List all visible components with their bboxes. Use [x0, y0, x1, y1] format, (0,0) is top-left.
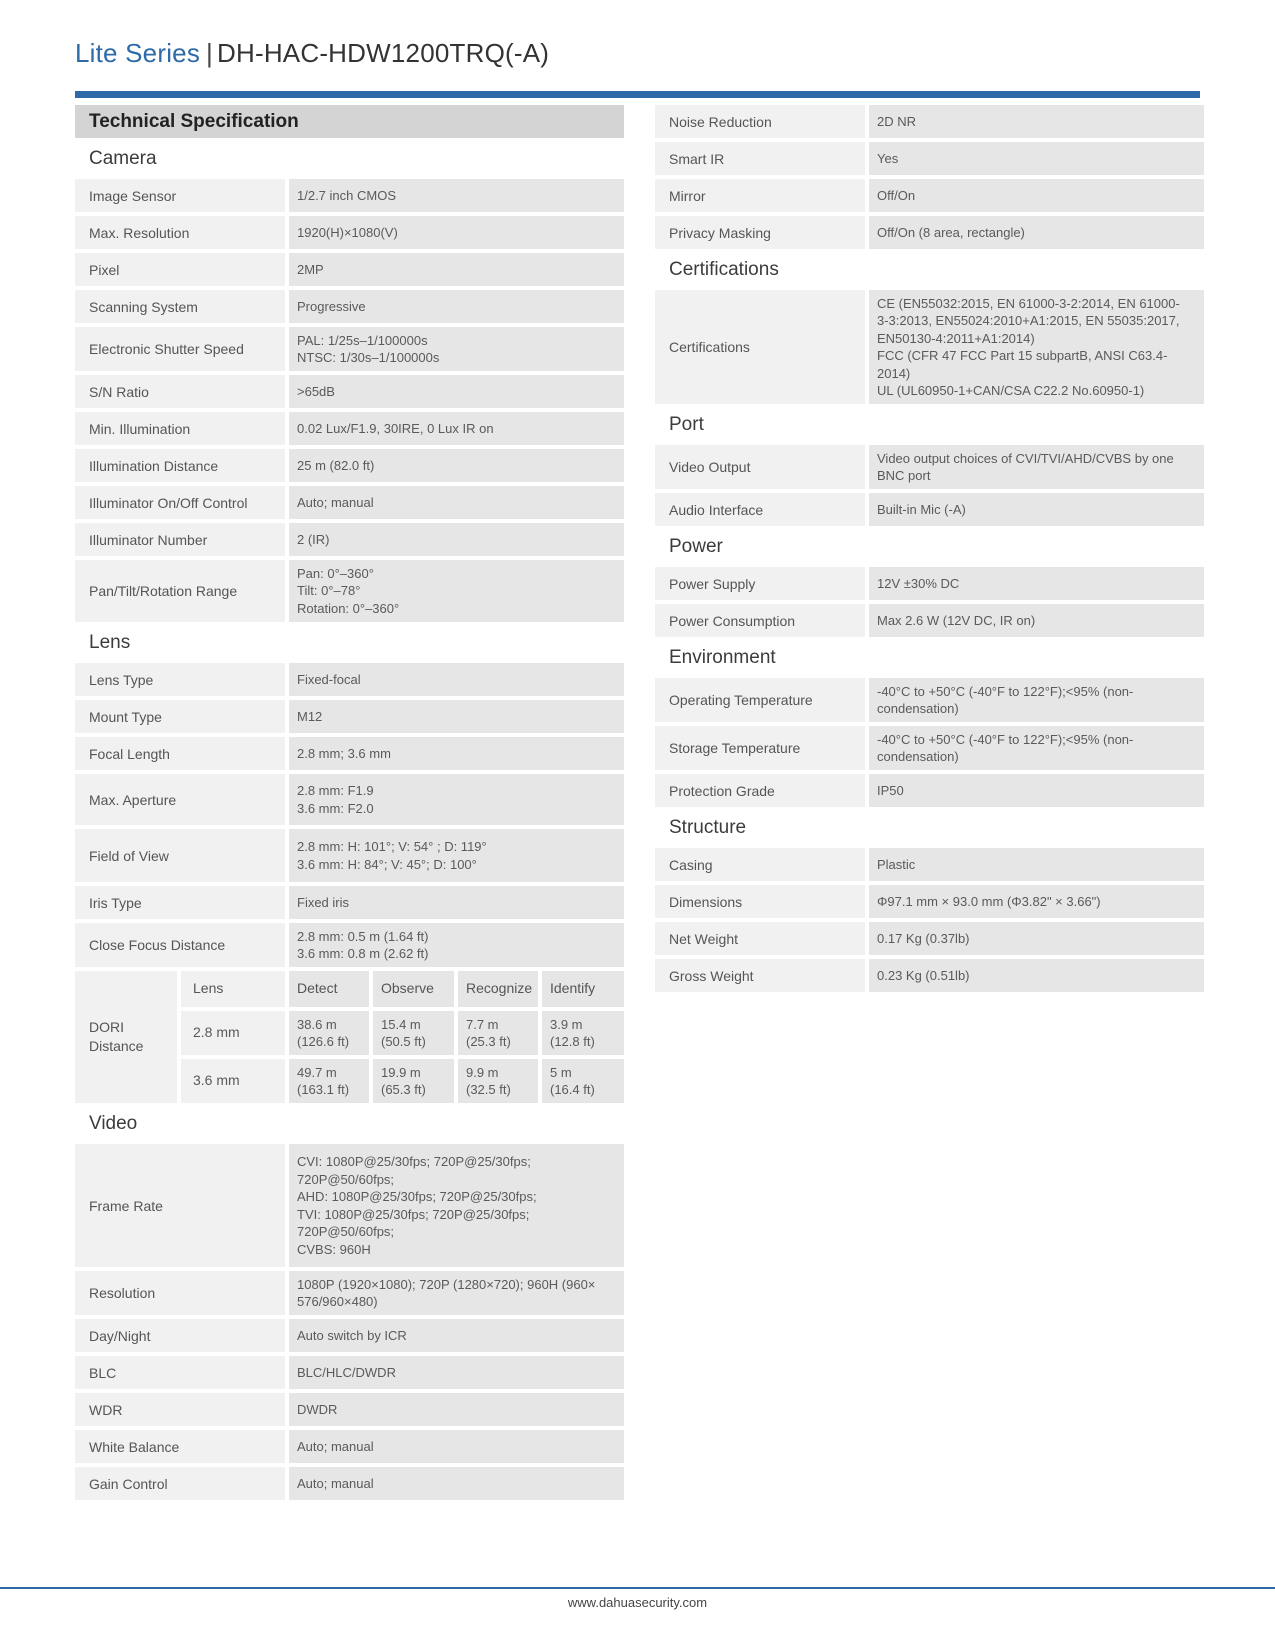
- spec-label: Scanning System: [75, 290, 285, 323]
- spec-row: [75, 1467, 624, 1500]
- spec-row: [75, 327, 624, 371]
- spec-value: 0.02 Lux/F1.9, 30IRE, 0 Lux IR on: [289, 412, 624, 445]
- spec-value: PAL: 1/25s–1/100000s NTSC: 1/30s–1/100000s: [289, 327, 624, 371]
- spec-value: 25 m (82.0 ft): [289, 449, 624, 482]
- dori-identify-3-6: 5 m (16.4 ft): [542, 1059, 624, 1103]
- spec-value: 2.8 mm: H: 101°; V: 54° ; D: 119° 3.6 mm: H: 84°; V: 45°; D: 100°: [289, 829, 624, 882]
- spec-row: [75, 375, 624, 408]
- certification-rows: [655, 290, 1204, 404]
- dori-detect-2-8: 38.6 m (126.6 ft): [289, 1011, 369, 1055]
- left-column: [75, 105, 624, 1504]
- spec-row: [75, 829, 624, 882]
- spec-row: [75, 886, 624, 919]
- spec-row: [75, 1356, 624, 1389]
- spec-label: Protection Grade: [655, 774, 865, 807]
- spec-row: [75, 700, 624, 733]
- spec-row: [75, 737, 624, 770]
- dori-grid: [181, 971, 624, 1103]
- spec-label: Power Consumption: [655, 604, 865, 637]
- spec-value: BLC/HLC/DWDR: [289, 1356, 624, 1389]
- camera-rows: [75, 179, 624, 622]
- spec-label: Gain Control: [75, 1467, 285, 1500]
- spec-row: [655, 493, 1204, 526]
- spec-row: [655, 142, 1204, 175]
- spec-value: Off/On: [869, 179, 1204, 212]
- spec-value: 1920(H)×1080(V): [289, 216, 624, 249]
- header-divider: [75, 91, 1200, 98]
- environment-rows: [655, 678, 1204, 807]
- spec-label: Electronic Shutter Speed: [75, 327, 285, 371]
- spec-row: [75, 523, 624, 556]
- title-separator: |: [206, 38, 214, 68]
- spec-label: Frame Rate: [75, 1144, 285, 1267]
- spec-label: Illumination Distance: [75, 449, 285, 482]
- spec-label: Noise Reduction: [655, 105, 865, 138]
- section-structure: Structure: [669, 816, 747, 838]
- spec-row: [75, 663, 624, 696]
- dori-header-observe: Observe: [373, 971, 454, 1007]
- spec-row: [655, 848, 1204, 881]
- spec-label: WDR: [75, 1393, 285, 1426]
- spec-label: Certifications: [655, 290, 865, 404]
- spec-label: Min. Illumination: [75, 412, 285, 445]
- port-rows: [655, 445, 1204, 526]
- spec-label: Iris Type: [75, 886, 285, 919]
- spec-label: Illuminator Number: [75, 523, 285, 556]
- spec-row: [75, 560, 624, 622]
- spec-row: [75, 253, 624, 286]
- spec-label: Max. Resolution: [75, 216, 285, 249]
- section-certifications: Certifications: [669, 258, 779, 280]
- series-name: Lite Series: [75, 38, 201, 68]
- spec-value: Max 2.6 W (12V DC, IR on): [869, 604, 1204, 637]
- spec-label: Max. Aperture: [75, 774, 285, 825]
- spec-label: Mirror: [655, 179, 865, 212]
- spec-label: Gross Weight: [655, 959, 865, 992]
- spec-value: Auto switch by ICR: [289, 1319, 624, 1352]
- spec-value: 2 (IR): [289, 523, 624, 556]
- dori-header-detect: Detect: [289, 971, 369, 1007]
- spec-label: Video Output: [655, 445, 865, 489]
- spec-value: CE (EN55032:2015, EN 61000-3-2:2014, EN 61000- 3-3:2013, EN55024:2010+A1:2015, EN 55035:2017, EN50130-4:2011+A1:2014) FCC (CFR 47 FCC Part 15 subpartB, ANSI C63.4-2014) UL (UL60950-1+CAN/CSA C22.2 No.60950-1): [869, 290, 1204, 404]
- spec-label: Power Supply: [655, 567, 865, 600]
- spec-value: Φ97.1 mm × 93.0 mm (Φ3.82" × 3.66"): [869, 885, 1204, 918]
- spec-value: -40°C to +50°C (-40°F to 122°F);<95% (non- condensation): [869, 726, 1204, 770]
- spec-value: Auto; manual: [289, 1467, 624, 1500]
- section-port: Port: [669, 413, 704, 435]
- dori-table: [75, 971, 624, 1103]
- spec-value: IP50: [869, 774, 1204, 807]
- dori-label: DORI Distance: [75, 971, 177, 1103]
- spec-value: 0.23 Kg (0.51lb): [869, 959, 1204, 992]
- spec-label: Close Focus Distance: [75, 923, 285, 967]
- spec-value: Off/On (8 area, rectangle): [869, 216, 1204, 249]
- spec-value: 2D NR: [869, 105, 1204, 138]
- dori-recognize-2-8: 7.7 m (25.3 ft): [458, 1011, 538, 1055]
- lens-rows: [75, 663, 624, 967]
- footer-url: www.dahuasecurity.com: [567, 1595, 708, 1610]
- section-environment: Environment: [669, 646, 776, 668]
- spec-row: [655, 105, 1204, 138]
- dori-header-lens: Lens: [181, 971, 285, 1007]
- spec-value: 1/2.7 inch CMOS: [289, 179, 624, 212]
- spec-value: >65dB: [289, 375, 624, 408]
- spec-row: [75, 1271, 624, 1315]
- spec-row: [75, 923, 624, 967]
- spec-label: Illuminator On/Off Control: [75, 486, 285, 519]
- dori-observe-2-8: 15.4 m (50.5 ft): [373, 1011, 454, 1055]
- spec-value: Built-in Mic (-A): [869, 493, 1204, 526]
- spec-row: [655, 726, 1204, 770]
- spec-label: Day/Night: [75, 1319, 285, 1352]
- spec-value: 2.8 mm: 0.5 m (1.64 ft) 3.6 mm: 0.8 m (2.62 ft): [289, 923, 624, 967]
- spec-label: Focal Length: [75, 737, 285, 770]
- spec-label: Smart IR: [655, 142, 865, 175]
- spec-row: [655, 179, 1204, 212]
- spec-label: S/N Ratio: [75, 375, 285, 408]
- spec-label: Resolution: [75, 1271, 285, 1315]
- spec-value: Pan: 0°–360° Tilt: 0°–78° Rotation: 0°–360°: [289, 560, 624, 622]
- dori-identify-2-8: 3.9 m (12.8 ft): [542, 1011, 624, 1055]
- spec-row: [655, 885, 1204, 918]
- spec-row: [655, 604, 1204, 637]
- section-video: Video: [89, 1112, 138, 1134]
- spec-title: Technical Specification: [75, 105, 624, 138]
- spec-label: Audio Interface: [655, 493, 865, 526]
- spec-value: 2MP: [289, 253, 624, 286]
- spec-value: Fixed iris: [289, 886, 624, 919]
- spec-value: DWDR: [289, 1393, 624, 1426]
- spec-label: Storage Temperature: [655, 726, 865, 770]
- spec-value: CVI: 1080P@25/30fps; 720P@25/30fps; 720P@50/60fps; AHD: 1080P@25/30fps; 720P@25/30fps; TVI: 1080P@25/30fps; 720P@25/30fps; 720P@50/60fps; CVBS: 960H: [289, 1144, 624, 1267]
- model-number: DH-HAC-HDW1200TRQ(-A): [217, 38, 550, 68]
- page-title: [75, 38, 549, 69]
- right-column: [655, 105, 1204, 996]
- spec-row: [655, 567, 1204, 600]
- video-cont-rows: [655, 105, 1204, 249]
- spec-label: White Balance: [75, 1430, 285, 1463]
- dori-header-recognize: Recognize: [458, 971, 538, 1007]
- dori-detect-3-6: 49.7 m (163.1 ft): [289, 1059, 369, 1103]
- spec-row: [655, 959, 1204, 992]
- spec-label: Lens Type: [75, 663, 285, 696]
- spec-value: Yes: [869, 142, 1204, 175]
- spec-row: [75, 449, 624, 482]
- spec-label: Mount Type: [75, 700, 285, 733]
- spec-row: [655, 678, 1204, 722]
- spec-value: 1080P (1920×1080); 720P (1280×720); 960H (960× 576/960×480): [289, 1271, 624, 1315]
- spec-row: [75, 1144, 624, 1267]
- dori-lens-2-8: 2.8 mm: [181, 1011, 285, 1055]
- spec-row: [75, 1319, 624, 1352]
- spec-value: 2.8 mm: F1.9 3.6 mm: F2.0: [289, 774, 624, 825]
- spec-row: [655, 445, 1204, 489]
- spec-row: [75, 216, 624, 249]
- dori-observe-3-6: 19.9 m (65.3 ft): [373, 1059, 454, 1103]
- dori-header-identify: Identify: [542, 971, 624, 1007]
- spec-row: [75, 486, 624, 519]
- spec-value: 0.17 Kg (0.37lb): [869, 922, 1204, 955]
- spec-row: [75, 774, 624, 825]
- spec-label: BLC: [75, 1356, 285, 1389]
- spec-value: Auto; manual: [289, 1430, 624, 1463]
- dori-recognize-3-6: 9.9 m (32.5 ft): [458, 1059, 538, 1103]
- spec-label: Pan/Tilt/Rotation Range: [75, 560, 285, 622]
- power-rows: [655, 567, 1204, 637]
- spec-row: [75, 1430, 624, 1463]
- spec-label: Casing: [655, 848, 865, 881]
- spec-value: -40°C to +50°C (-40°F to 122°F);<95% (non- condensation): [869, 678, 1204, 722]
- video-rows: [75, 1144, 624, 1500]
- spec-label: Net Weight: [655, 922, 865, 955]
- section-camera: Camera: [89, 147, 157, 169]
- spec-value: M12: [289, 700, 624, 733]
- spec-label: Operating Temperature: [655, 678, 865, 722]
- spec-value: Video output choices of CVI/TVI/AHD/CVBS by one BNC port: [869, 445, 1204, 489]
- spec-row: [655, 774, 1204, 807]
- spec-label: Field of View: [75, 829, 285, 882]
- spec-label: Dimensions: [655, 885, 865, 918]
- spec-row: [75, 1393, 624, 1426]
- spec-label: Pixel: [75, 253, 285, 286]
- footer-divider: [0, 1587, 1275, 1589]
- spec-row: [75, 179, 624, 212]
- section-power: Power: [669, 535, 723, 557]
- structure-rows: [655, 848, 1204, 992]
- spec-row: [655, 216, 1204, 249]
- spec-label: Image Sensor: [75, 179, 285, 212]
- spec-row: [655, 290, 1204, 404]
- spec-value: 2.8 mm; 3.6 mm: [289, 737, 624, 770]
- spec-row: [75, 412, 624, 445]
- spec-row: [75, 290, 624, 323]
- section-lens: Lens: [89, 631, 131, 653]
- spec-value: Fixed-focal: [289, 663, 624, 696]
- spec-value: Auto; manual: [289, 486, 624, 519]
- spec-value: Plastic: [869, 848, 1204, 881]
- spec-label: Privacy Masking: [655, 216, 865, 249]
- dori-lens-3-6: 3.6 mm: [181, 1059, 285, 1103]
- spec-value: 12V ±30% DC: [869, 567, 1204, 600]
- spec-value: Progressive: [289, 290, 624, 323]
- spec-row: [655, 922, 1204, 955]
